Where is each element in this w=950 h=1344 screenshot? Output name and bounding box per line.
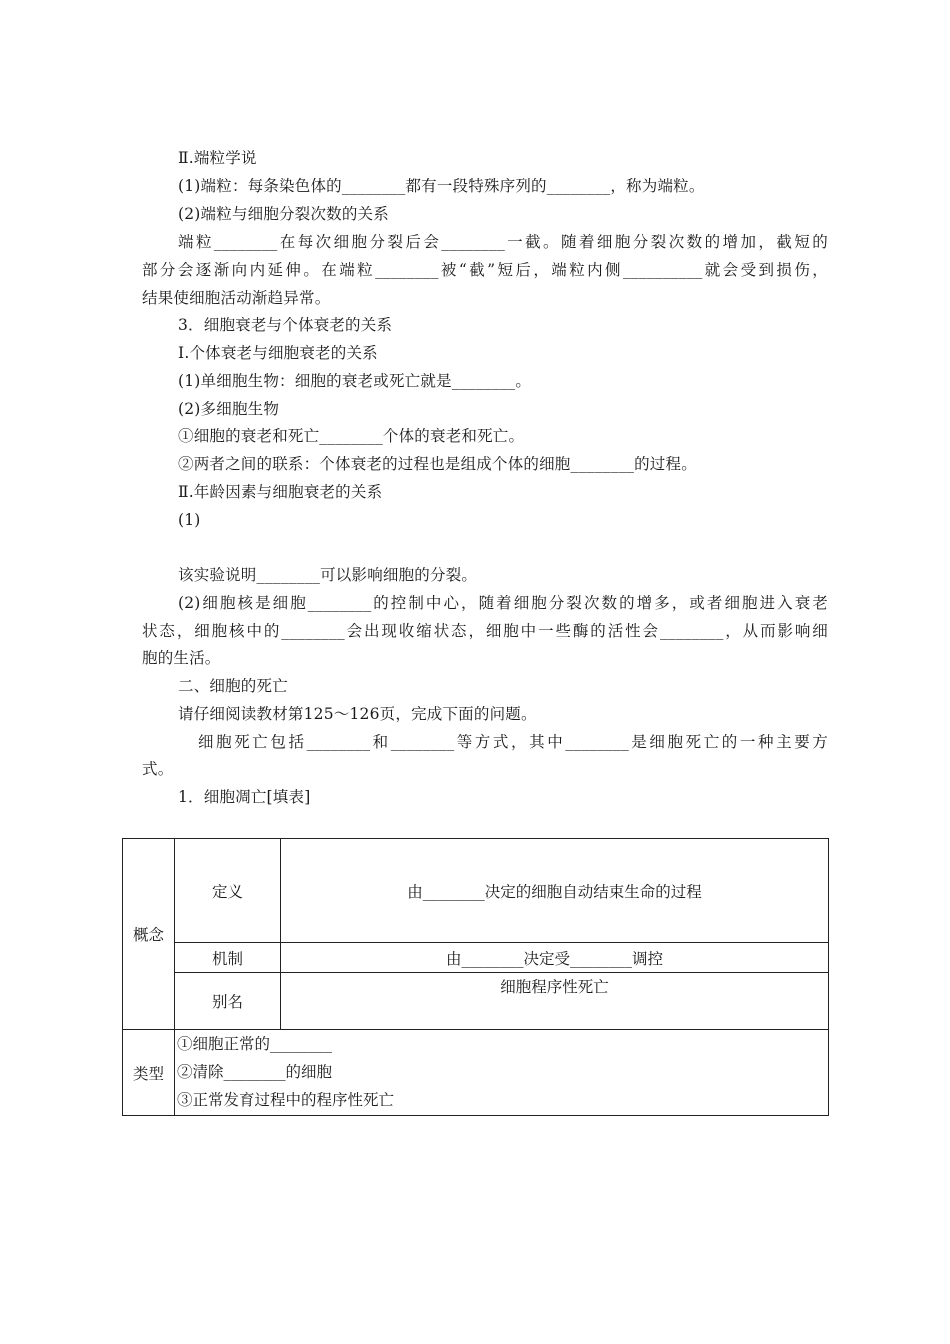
text-line: (2)多细胞生物: [178, 400, 280, 418]
row-label-definition: 定义: [175, 839, 281, 943]
row-label-alias: 别名: [175, 973, 281, 1030]
text-line: (1)端粒：每条染色体的________都有一段特殊序列的________，称为端粒。: [178, 177, 705, 195]
row-content-definition: 由________决定的细胞自动结束生命的过程: [281, 839, 829, 943]
section-heading: 二、细胞的死亡: [178, 677, 288, 695]
text-line: 部分会逐渐向内延伸。在端粒________被“截”短后，端粒内侧__________就会受到损伤，: [142, 261, 828, 279]
text-line: 请仔细阅读教材第125～126页，完成下面的问题。: [178, 705, 537, 723]
text-line: ②两者之间的联系：个体衰老的过程也是组成个体的细胞________的过程。: [178, 455, 697, 473]
section-heading: 1．细胞凋亡[填表]: [178, 788, 311, 806]
concept-label: 概念: [132, 926, 164, 944]
subheading: Ⅱ.年龄因素与细胞衰老的关系: [178, 483, 383, 501]
text-line: (1)单细胞生物：细胞的衰老或死亡就是________。: [178, 372, 532, 390]
section-heading: 3．细胞衰老与个体衰老的关系: [178, 316, 393, 334]
row-content-mechanism: 由________决定受________调控: [281, 943, 829, 973]
concept-label-cell: [123, 839, 175, 1030]
row-content-alias: 细胞程序性死亡: [281, 973, 829, 1030]
type-label-cell: [123, 1030, 175, 1116]
type-content-cell: [175, 1030, 829, 1116]
type-item: ③正常发育过程中的程序性死亡: [177, 1091, 395, 1109]
apoptosis-table: [122, 838, 829, 1116]
text-line: 状态，细胞核中的________会出现收缩状态，细胞中一些酶的活性会________，从而影响细: [142, 622, 828, 640]
type-label: 类型: [132, 1064, 164, 1083]
text-line: 该实验说明________可以影响细胞的分裂。: [178, 566, 478, 584]
text-line: 结果使细胞活动渐趋异常。: [142, 289, 331, 307]
text-line: (2)端粒与细胞分裂次数的关系: [178, 205, 389, 223]
row-label-mechanism: 机制: [175, 943, 281, 973]
text-line: 胞的生活。: [142, 649, 221, 667]
text-line: ①细胞的衰老和死亡________个体的衰老和死亡。: [178, 427, 525, 445]
subheading: Ⅰ.个体衰老与细胞衰老的关系: [178, 344, 378, 362]
text-line: 细胞死亡包括________和________等方式，其中________是细胞死亡的一种主要方: [198, 733, 828, 751]
text-line: (2)细胞核是细胞________的控制中心，随着细胞分裂次数的增多，或者细胞进入衰老: [178, 594, 828, 612]
type-item: ②清除________的细胞: [177, 1063, 333, 1081]
heading-telomere-theory: Ⅱ.端粒学说: [178, 149, 257, 167]
type-item: ①细胞正常的________: [177, 1035, 333, 1053]
text-line: 式。: [142, 760, 174, 778]
text-line: (1): [178, 511, 201, 529]
text-line: 端粒________在每次细胞分裂后会________一截。随着细胞分裂次数的增加，截短的: [178, 233, 828, 251]
